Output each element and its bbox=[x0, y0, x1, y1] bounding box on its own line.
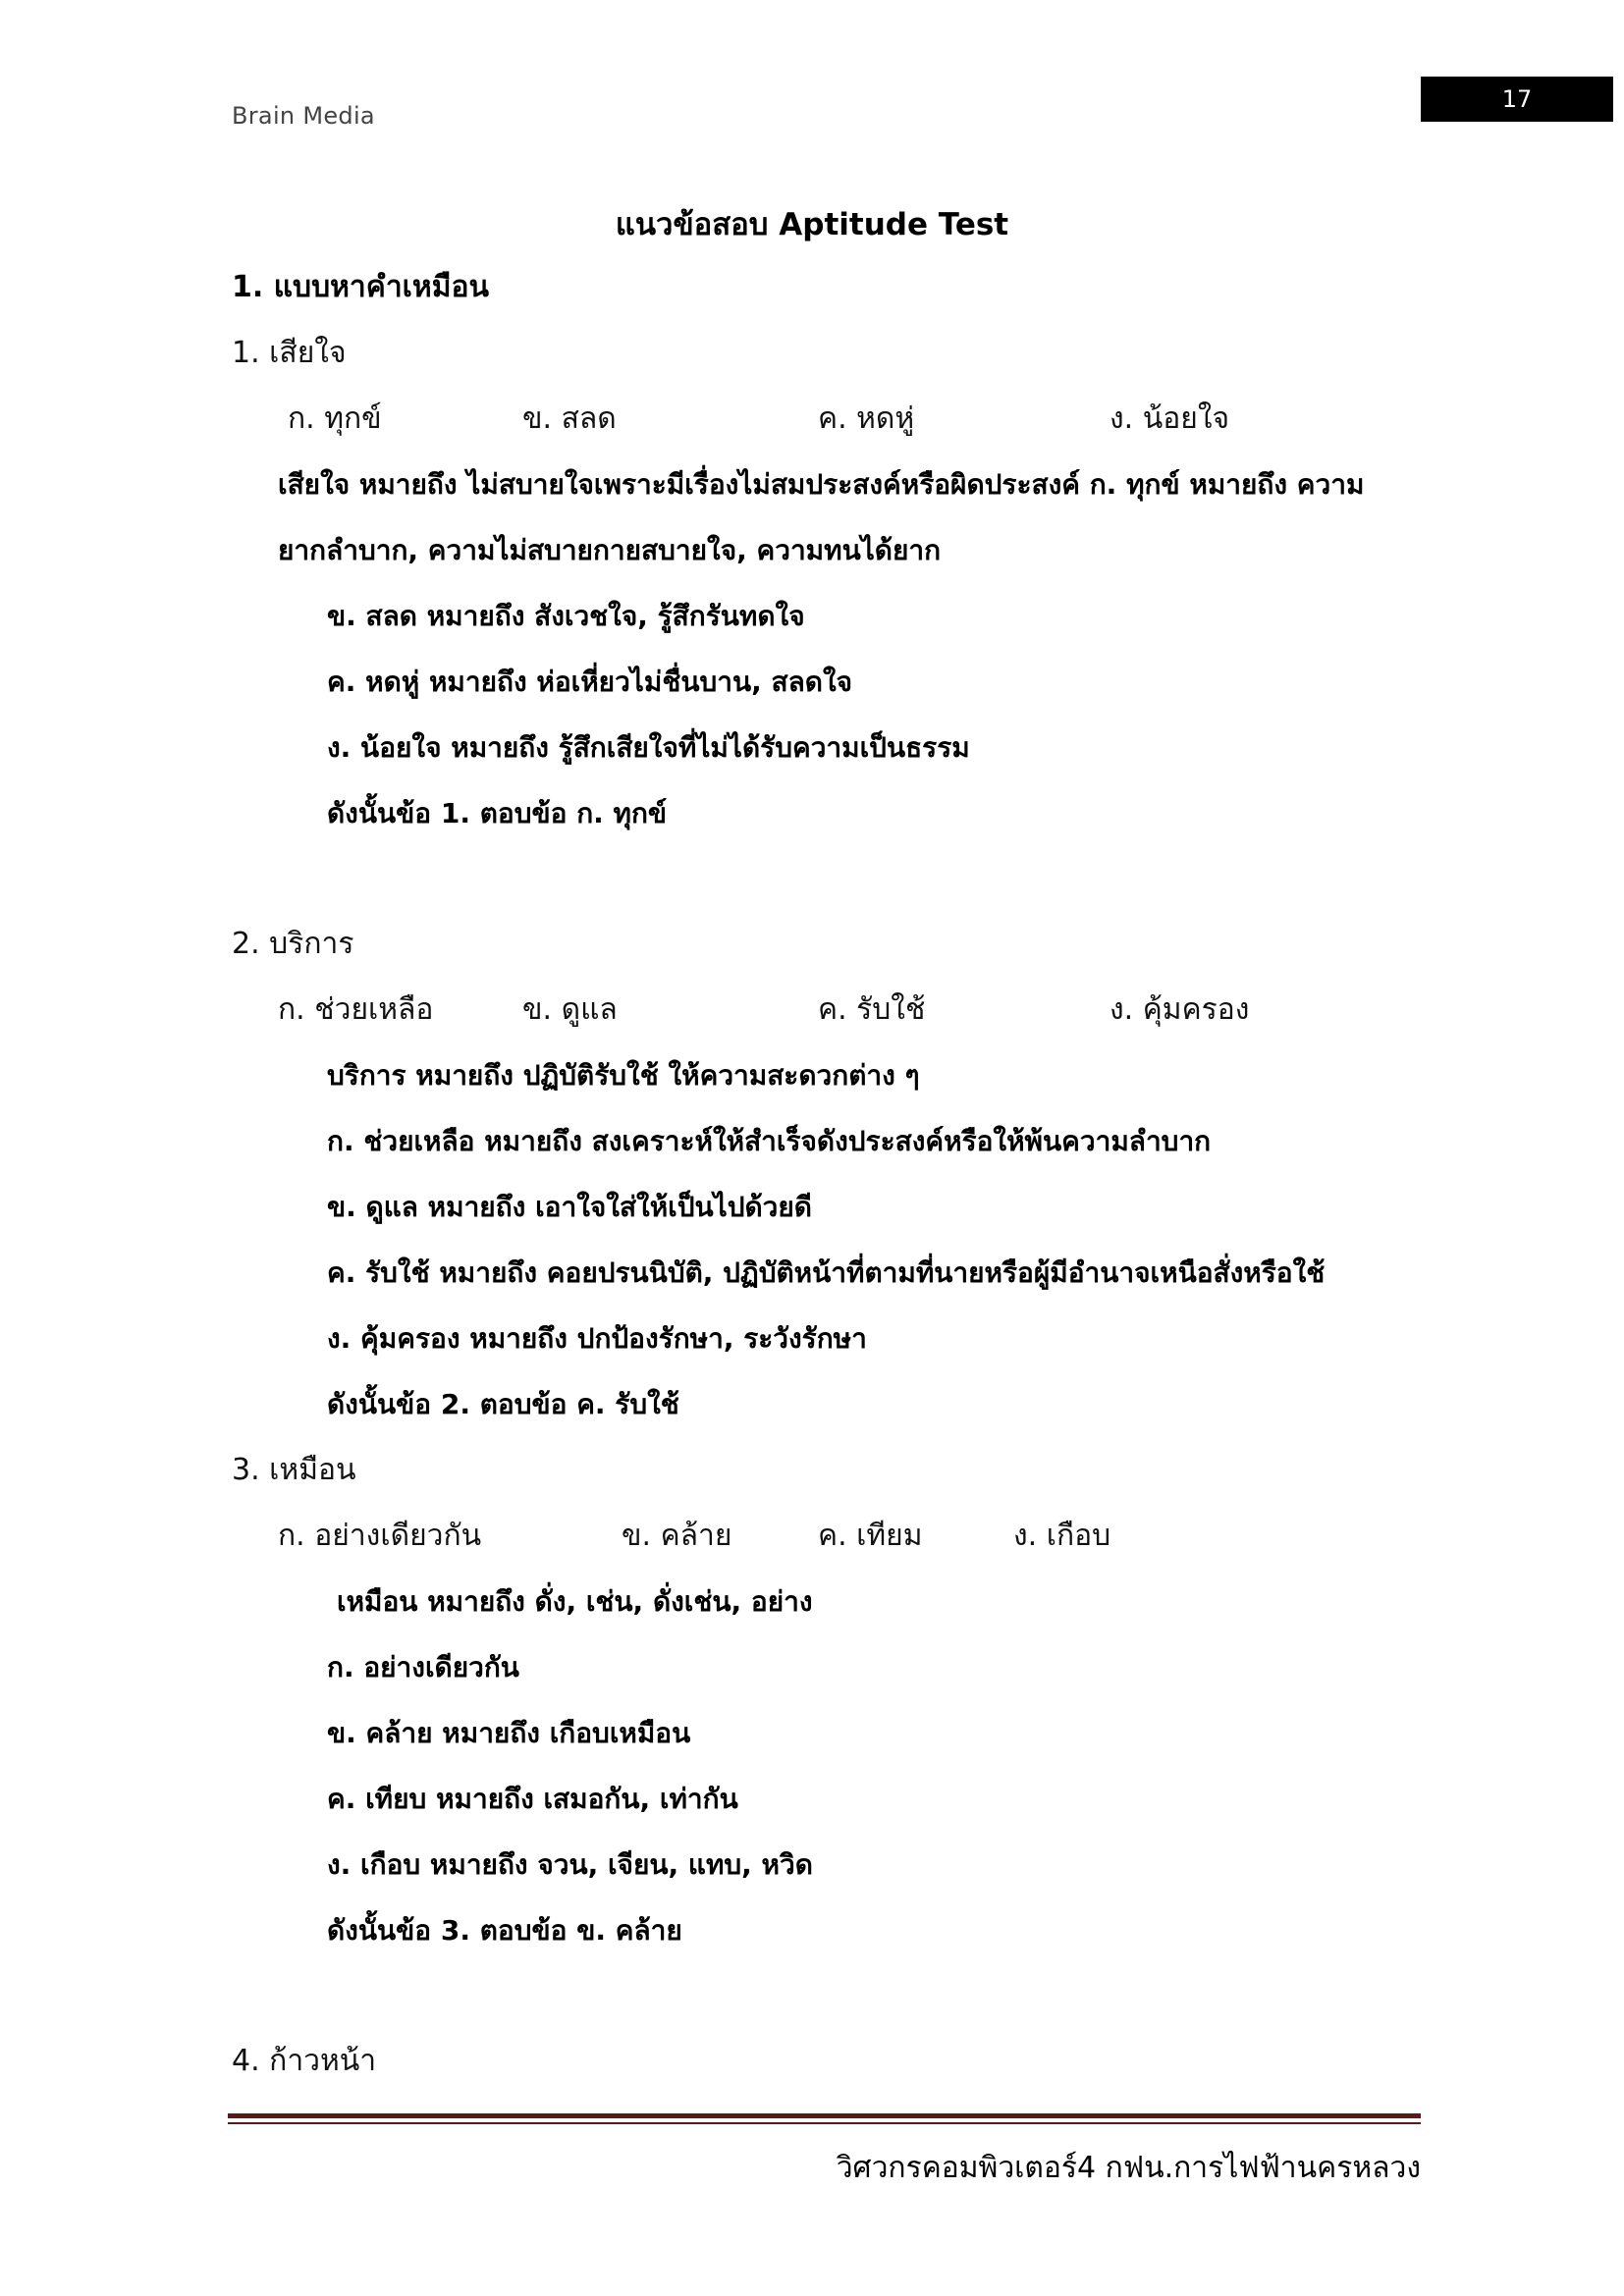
footer-divider-thin bbox=[228, 2122, 1421, 2124]
page-number-badge bbox=[1421, 77, 1613, 122]
q3-answer: ดังนั้นข้อ 3. ตอบข้อ ข. คล้าย bbox=[327, 1914, 682, 1947]
q1-option-c: ค. หดหู่ bbox=[818, 401, 915, 436]
q3-explain-b: ข. คล้าย หมายถึง เกือบเหมือน bbox=[327, 1717, 691, 1749]
q2-option-a: ก. ช่วยเหลือ bbox=[278, 992, 434, 1027]
q2-explain-b: ข. ดูแล หมายถึง เอาใจใส่ให้เป็นไปด้วยดี bbox=[327, 1191, 812, 1223]
q1-explain-line2: ยากลำบาก, ความไม่สบายกายสบายใจ, ความทนได้ยาก bbox=[278, 534, 942, 566]
q2-option-c: ค. รับใช้ bbox=[818, 992, 926, 1027]
q2-explain-main: บริการ หมายถึง ปฏิบัติรับใช้ ให้ความสะดวกต่าง ๆ bbox=[327, 1059, 920, 1092]
q1-explain-line1: เสียใจ หมายถึง ไม่สบายใจเพราะมีเรื่องไม่สมประสงค์หรือผิดประสงค์ ก. ทุกข์ หมายถึง ความ bbox=[278, 468, 1365, 501]
q1-explain-d: ง. น้อยใจ หมายถึง รู้สึกเสียใจที่ไม่ได้รับความเป็นธรรม bbox=[327, 731, 970, 764]
q2-answer: ดังนั้นข้อ 2. ตอบข้อ ค. รับใช้ bbox=[327, 1388, 679, 1420]
q1-question: 1. เสียใจ bbox=[232, 336, 347, 370]
publisher-label: Brain Media bbox=[232, 102, 375, 130]
q2-explain-d: ง. คุ้มครอง หมายถึง ปกป้องรักษา, ระวังรักษา bbox=[327, 1322, 867, 1355]
q1-option-a: ก. ทุกข์ bbox=[288, 401, 382, 436]
q3-question: 3. เหมือน bbox=[232, 1453, 356, 1487]
q4-question: 4. ก้าวหน้า bbox=[232, 2044, 377, 2078]
q1-answer: ดังนั้นข้อ 1. ตอบข้อ ก. ทุกข์ bbox=[327, 797, 668, 829]
q3-explain-a: ก. อย่างเดียวกัน bbox=[327, 1651, 519, 1683]
q3-option-a: ก. อย่างเดียวกัน bbox=[278, 1519, 482, 1553]
footer-text: วิศวกรคอมพิวเตอร์4 กฟน.การไฟฟ้านครหลวง bbox=[836, 2151, 1421, 2185]
page-title: แนวข้อสอบ Aptitude Test bbox=[615, 207, 1009, 242]
q3-explain-main: เหมือน หมายถึง ดั่ง, เช่น, ดั่งเช่น, อย่าง bbox=[337, 1585, 813, 1618]
footer-divider-thick bbox=[228, 2113, 1421, 2118]
q3-option-c: ค. เทียม bbox=[818, 1519, 923, 1553]
q3-option-b: ข. คล้าย bbox=[622, 1519, 732, 1553]
q2-option-b: ข. ดูแล bbox=[522, 992, 618, 1027]
q1-option-b: ข. สลด bbox=[522, 401, 617, 436]
q2-option-d: ง. คุ้มครอง bbox=[1110, 992, 1250, 1027]
q3-explain-c: ค. เทียบ หมายถึง เสมอกัน, เท่ากัน bbox=[327, 1783, 738, 1815]
q1-option-d: ง. น้อยใจ bbox=[1110, 401, 1230, 436]
q1-explain-b: ข. สลด หมายถึง สังเวชใจ, รู้สึกรันทดใจ bbox=[327, 600, 805, 632]
page-number: 17 bbox=[1501, 85, 1533, 113]
q2-explain-a: ก. ช่วยเหลือ หมายถึง สงเคราะห์ให้สำเร็จดังประสงค์หรือให้พ้นความลำบาก bbox=[327, 1125, 1212, 1157]
q2-question: 2. บริการ bbox=[232, 927, 354, 961]
q3-option-d: ง. เกือบ bbox=[1013, 1519, 1111, 1553]
q3-explain-d: ง. เกือบ หมายถึง จวน, เจียน, แทบ, หวิด bbox=[327, 1848, 813, 1881]
section-heading: 1. แบบหาคำเหมือน bbox=[232, 270, 490, 304]
q2-explain-c: ค. รับใช้ หมายถึง คอยปรนนิบัติ, ปฏิบัติหน้าที่ตามที่นายหรือผู้มีอำนาจเหนือสั่งหรือใช้ bbox=[327, 1256, 1326, 1289]
q1-explain-c: ค. หดหู่ หมายถึง ห่อเหี่ยวไม่ชื่นบาน, สลดใจ bbox=[327, 666, 853, 698]
